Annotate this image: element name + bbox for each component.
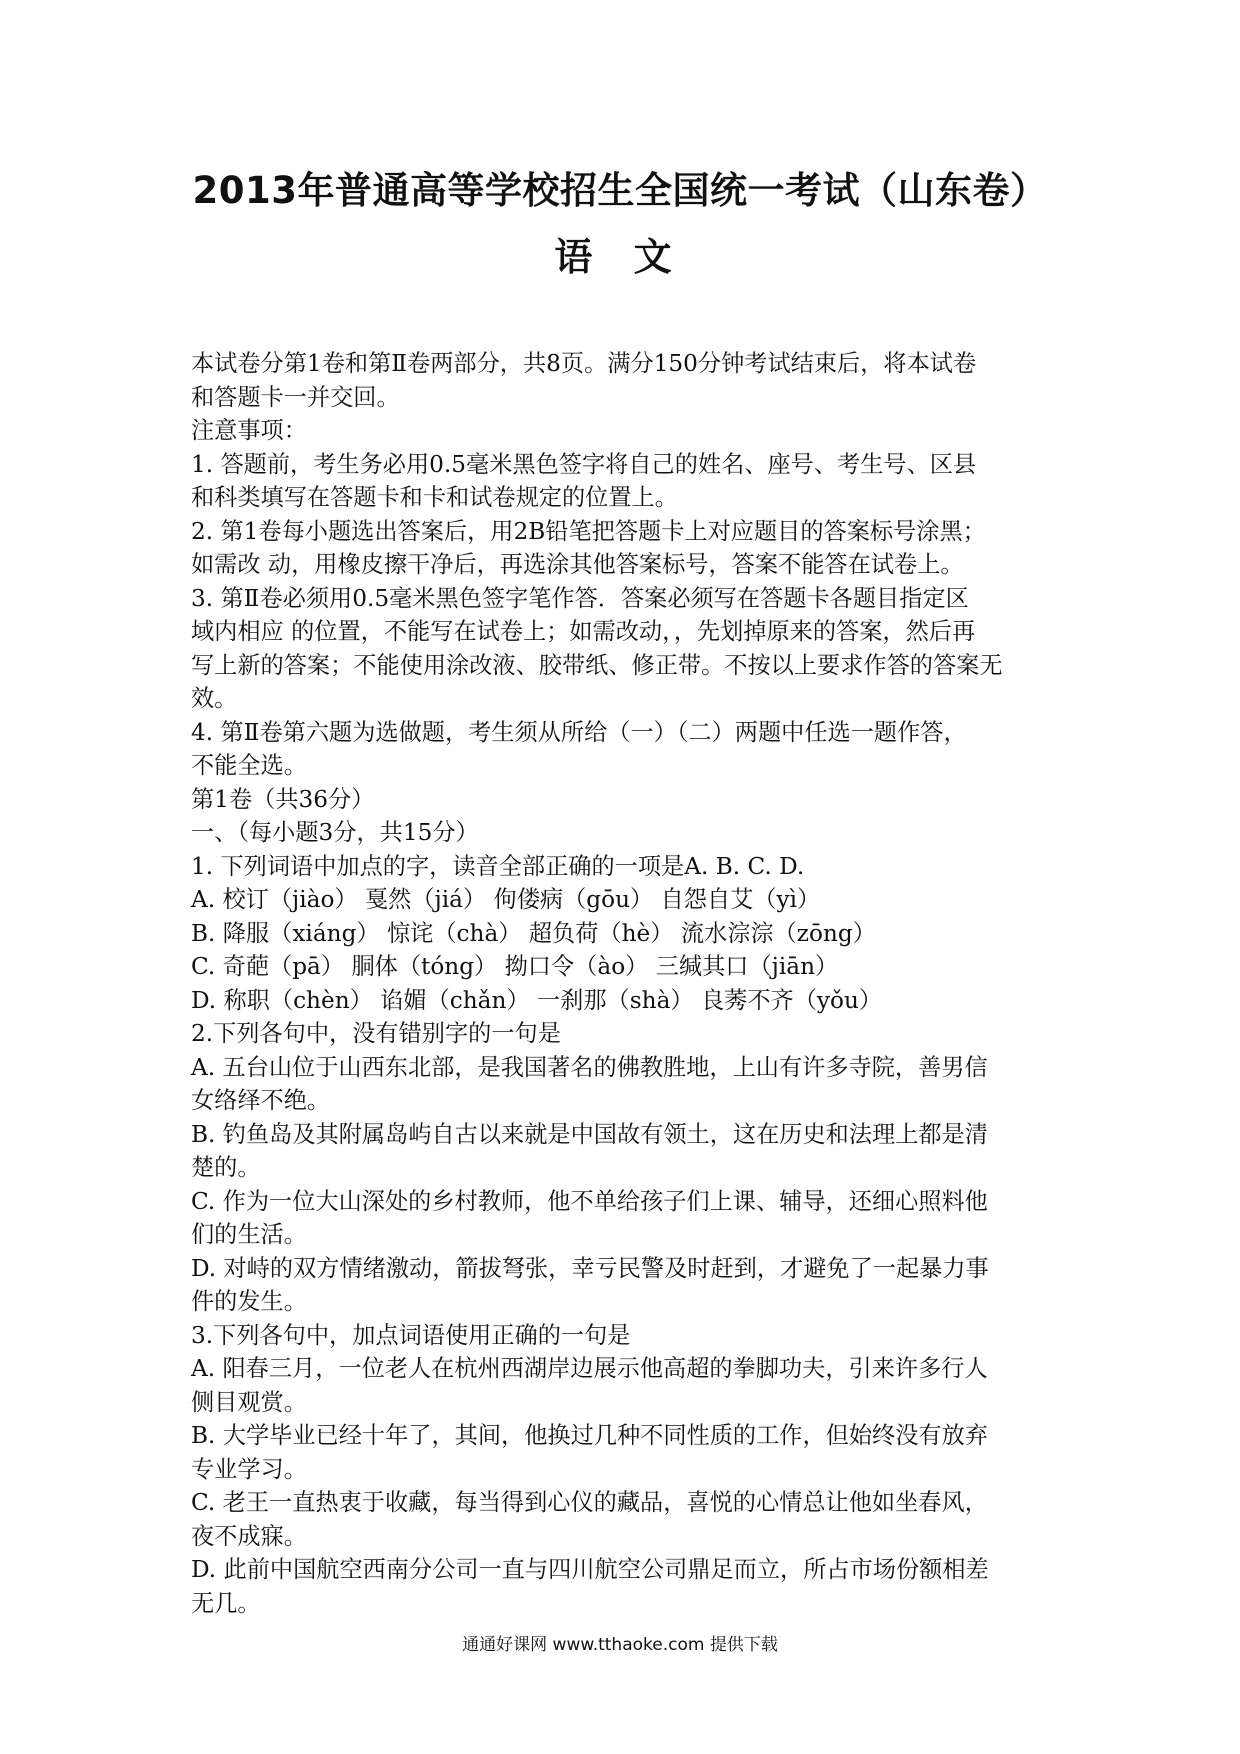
- text-line: 效。: [191, 685, 238, 712]
- text-line: C. 奇葩（pā） 胴体（tóng） 拗口令（ào） 三缄其口（jiān）: [191, 953, 839, 980]
- text-line: 无几。: [191, 1589, 261, 1617]
- footer-credit: 通通好课网 www.tthaoke.com 提供下载: [462, 1635, 778, 1655]
- text-line: 3.下列各句中，加点词语使用正确的一句是: [191, 1321, 631, 1349]
- text-line: C. 作为一位大山深处的乡村教师，他不单给孩子们上课、辅导，还细心照料他: [191, 1187, 988, 1215]
- text-line: A. 五台山位于山西东北部，是我国著名的佛教胜地，上山有许多寺院，善男信: [191, 1053, 988, 1081]
- text-line: 注意事项：: [191, 417, 307, 444]
- exam-body: [191, 347, 1071, 1620]
- text-line: 女络绎不绝。: [191, 1087, 331, 1114]
- text-line: 第1卷（共36分）: [191, 785, 375, 813]
- text-line: D. 称职（chèn） 谄媚（chǎn） 一刹那（shà） 良莠不齐（yǒu）: [191, 986, 883, 1014]
- text-line: 域内相应 的位置，不能写在试卷上；如需改动，，先划掉原来的答案，然后再: [191, 618, 976, 645]
- text-line: 专业学习。: [191, 1455, 307, 1483]
- text-line: 如需改 动，用橡皮擦干净后，再选涂其他答案标号，答案不能答在试卷上。: [191, 551, 964, 578]
- text-line: 和答题卡一并交回。: [191, 383, 400, 411]
- text-line: 们的生活。: [191, 1221, 307, 1248]
- text-line: B. 钓鱼岛及其附属岛屿自古以来就是中国故有领土，这在历史和法理上都是清: [191, 1120, 988, 1148]
- text-line: 楚的。: [191, 1154, 261, 1181]
- text-line: 写上新的答案；不能使用涂改液、胶带纸、修正带。不按以上要求作答的答案无: [191, 651, 1003, 679]
- text-line: 本试卷分第1卷和第Ⅱ卷两部分，共8页。满分150分钟考试结束后，将本试卷: [191, 350, 977, 377]
- text-line: A. 阳春三月，一位老人在杭州西湖岸边展示他高超的拳脚功夫，引来许多行人: [191, 1355, 988, 1382]
- text-line: 不能全选。: [191, 752, 307, 779]
- text-line: 1. 下列词语中加点的字，读音全部正确的一项是A. B. C. D.: [191, 852, 805, 880]
- text-line: 一、（每小题3分，共15分）: [191, 819, 479, 846]
- text-line: 2.下列各句中，没有错别字的一句是: [191, 1020, 561, 1047]
- page-title: 2013年普通高等学校招生全国统一考试（山东卷）: [192, 169, 1048, 212]
- subject-title: 语 文: [554, 235, 686, 279]
- text-line: B. 大学毕业已经十年了，其间，他换过几种不同性质的工作，但始终没有放弃: [191, 1422, 988, 1449]
- text-line: 件的发生。: [191, 1288, 307, 1315]
- text-line: 3. 第Ⅱ卷必须用0.5毫米黑色签字笔作答．答案必须写在答题卡各题目指定区: [191, 584, 969, 612]
- text-line: 侧目观赏。: [191, 1388, 307, 1416]
- text-line: C. 老王一直热衷于收藏，每当得到心仪的藏品，喜悦的心情总让他如坐春风，: [191, 1489, 988, 1516]
- text-line: 夜不成寐。: [191, 1522, 307, 1550]
- text-line: 2. 第1卷每小题选出答案后，用2B铅笔把答题卡上对应题目的答案标号涂黑；: [191, 517, 986, 545]
- text-line: A. 校订（jiào） 戛然（jiá） 佝偻病（gōu） 自怨自艾（yì）: [191, 886, 821, 913]
- text-line: D. 此前中国航空西南分公司一直与四川航空公司鼎足而立，所占市场份额相差: [191, 1556, 989, 1583]
- text-line: 和科类填写在答题卡和卡和试卷规定的位置上。: [191, 484, 678, 511]
- text-line: B. 降服（xiáng） 惊诧（chà） 超负荷（hè） 流水淙淙（zōng）: [191, 919, 876, 947]
- text-line: D. 对峙的双方情绪激动，箭拔弩张，幸亏民警及时赶到，才避免了一起暴力事: [191, 1254, 989, 1282]
- text-line: 4. 第Ⅱ卷第六题为选做题，考生须从所给（一）（二）两题中任选一题作答，: [191, 718, 967, 746]
- text-line: 1. 答题前，考生务必用0.5毫米黑色签字将自己的姓名、座号、考生号、区县: [191, 450, 977, 478]
